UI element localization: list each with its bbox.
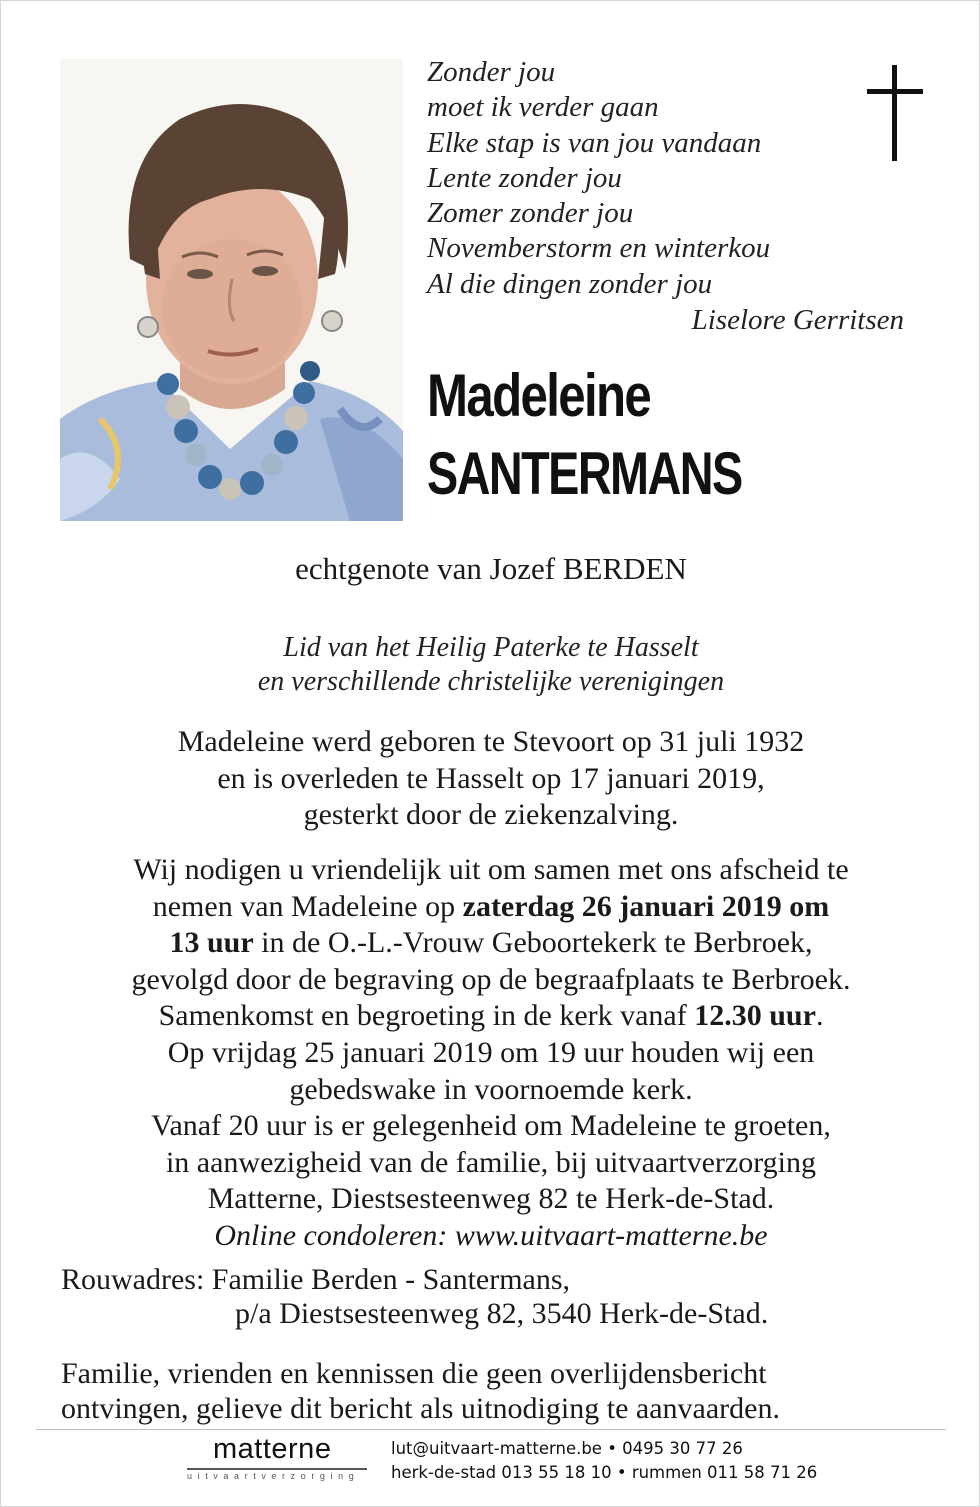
membership-line: Lid van het Heilig Paterke te Hasselt bbox=[283, 632, 699, 663]
membership-text bbox=[1, 631, 980, 699]
footer-divider bbox=[36, 1429, 946, 1430]
logo-underline bbox=[187, 1468, 367, 1470]
invitation-line bbox=[1, 925, 980, 962]
funeral-home-logo: matterne bbox=[213, 1433, 332, 1465]
invitation-line: Vanaf 20 uur is er gelegenheid om Madeleine te groeten, bbox=[151, 1109, 831, 1143]
invitation-paragraph bbox=[1, 852, 980, 1255]
deceased-last-name: SANTERMANS bbox=[427, 440, 742, 507]
life-line: Madeleine werd geboren te Stevoort op 31 juli 1932 bbox=[177, 725, 805, 758]
spouse-line: echtgenote van Jozef BERDEN bbox=[295, 551, 687, 586]
portrait-photo bbox=[60, 59, 403, 521]
invitation-text: . bbox=[815, 999, 824, 1033]
poem-line: Lente zonder jou bbox=[427, 161, 622, 194]
invitation-line bbox=[1, 998, 980, 1035]
invitation-line bbox=[1, 889, 980, 926]
poem-author: Liselore Gerritsen bbox=[691, 304, 904, 336]
closing-line: ontvingen, gelieve dit bericht als uitnodiging te aanvaarden. bbox=[61, 1392, 780, 1425]
poem-line: Zomer zonder jou bbox=[427, 197, 634, 230]
online-condolence-link[interactable]: Online condoleren: www.uitvaart-matterne.be bbox=[214, 1218, 768, 1252]
funeral-time: 13 uur bbox=[169, 926, 254, 960]
poem-line: Al die dingen zonder jou bbox=[427, 267, 713, 300]
closing-line: Familie, vrienden en kennissen die geen overlijdensbericht bbox=[61, 1357, 767, 1390]
poem-line: Novemberstorm en winterkou bbox=[427, 232, 771, 265]
invitation-text: nemen van Madeleine op bbox=[152, 889, 463, 923]
poem-line: Zonder jou bbox=[427, 56, 556, 88]
invitation-line: gebedswake in voornoemde kerk. bbox=[289, 1072, 693, 1106]
life-line: gesterkt door de ziekenzalving. bbox=[303, 798, 679, 832]
poem-line: Elke stap is van jou vandaan bbox=[427, 126, 762, 159]
funeral-home-tagline: uitvaartverzorging bbox=[187, 1471, 360, 1481]
invitation-line: gevolgd door de begraving op de begraafplaats te Berbroek. bbox=[131, 962, 851, 996]
invitation-line: Op vrijdag 25 januari 2019 om 19 uur houden wij een bbox=[167, 1035, 815, 1069]
membership-line: en verschillende christelijke verenigingen bbox=[257, 666, 725, 697]
contact-line: herk-de-stad 013 55 18 10 • rummen 011 58 71 26 bbox=[391, 1463, 818, 1482]
invitation-text: Samenkomst en begroeting in de kerk vanaf bbox=[158, 999, 695, 1033]
poem bbox=[427, 55, 770, 302]
invitation-text: in de O.-L.-Vrouw Geboortekerk te Berbroek, bbox=[253, 926, 813, 960]
life-line: en is overleden te Hasselt op 17 januari 2019, bbox=[217, 761, 765, 795]
funeral-date: zaterdag 26 januari 2019 om bbox=[462, 889, 830, 923]
cross-icon bbox=[867, 65, 923, 161]
invitation-line: in aanwezigheid van de familie, bij uitvaartverzorging bbox=[165, 1145, 817, 1179]
mourning-address-line: p/a Diestsesteenweg 82, 3540 Herk-de-Stad. bbox=[235, 1297, 769, 1330]
contact-line: lut@uitvaart-matterne.be • 0495 30 77 26 bbox=[391, 1439, 743, 1458]
life-paragraph bbox=[1, 724, 980, 834]
invitation-line: Wij nodigen u vriendelijk uit om samen met ons afscheid te bbox=[133, 853, 849, 886]
deceased-first-name: Madeleine bbox=[427, 362, 651, 429]
poem-line: moet ik verder gaan bbox=[427, 91, 659, 124]
invitation-line: Matterne, Diestsesteenweg 82 te Herk-de-Stad. bbox=[207, 1182, 775, 1216]
gathering-time: 12.30 uur bbox=[694, 999, 816, 1033]
mourning-address-line: Rouwadres: Familie Berden - Santermans, bbox=[61, 1263, 571, 1296]
